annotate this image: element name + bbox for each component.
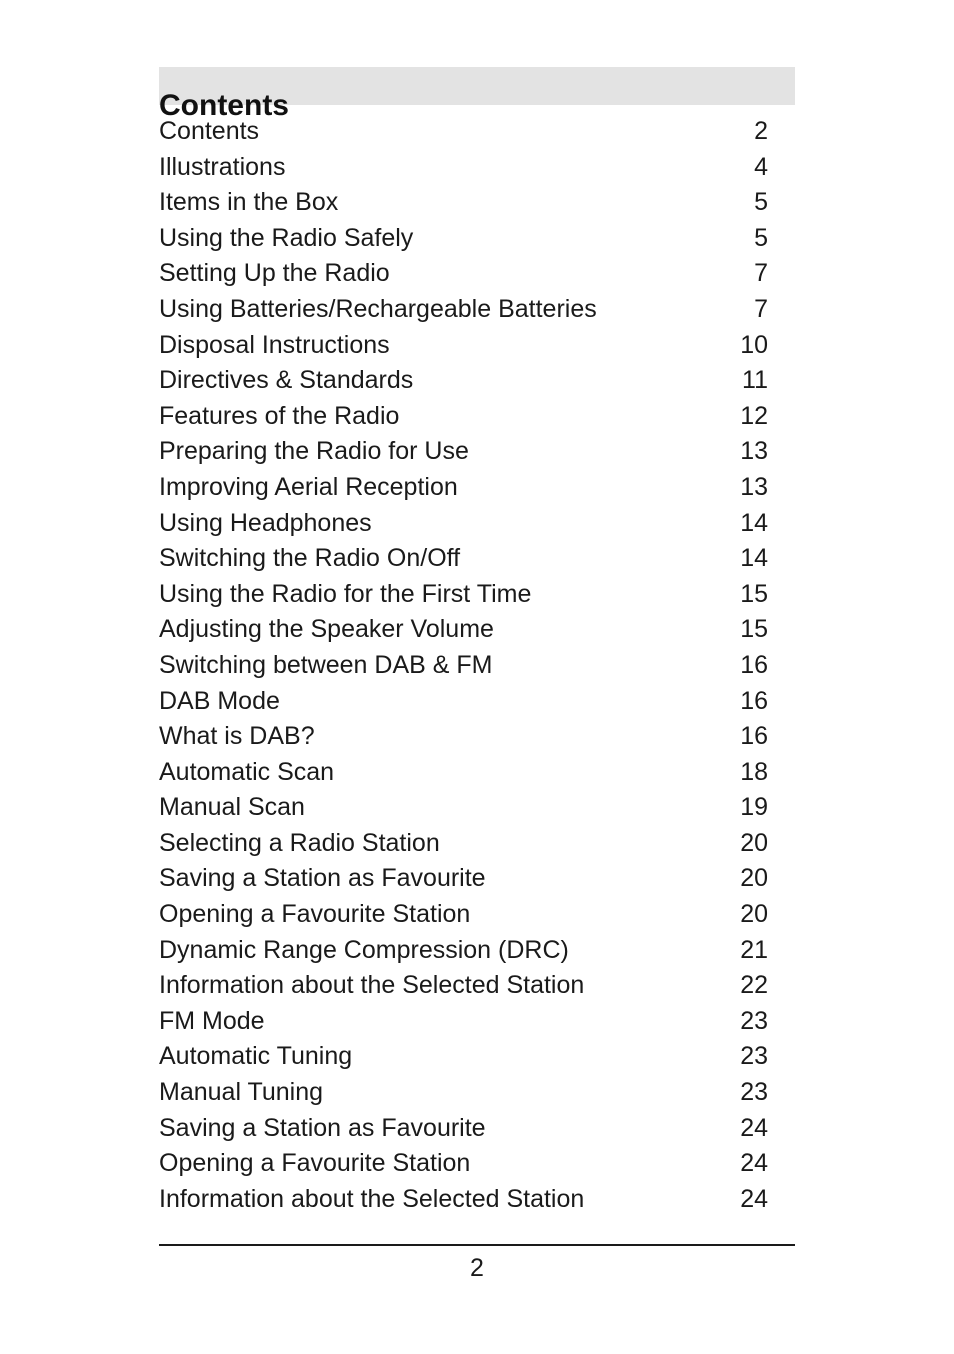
toc-entry-page: 13	[740, 437, 768, 466]
footer-divider	[159, 1244, 795, 1246]
toc-entry-page: 23	[740, 1006, 768, 1035]
toc-entry-page: 13	[740, 472, 768, 501]
toc-entry-page: 20	[740, 864, 768, 893]
toc-entry-title: Illustrations	[159, 152, 286, 181]
toc-entry	[159, 648, 768, 684]
toc-entry-page: 16	[740, 722, 768, 751]
toc-entry	[159, 150, 768, 186]
page-number: 2	[470, 1254, 484, 1282]
toc-entry-title: Using the Radio Safely	[159, 223, 414, 252]
toc-entry	[159, 933, 768, 969]
toc-entry	[159, 1039, 768, 1075]
toc-entry-page: 5	[754, 223, 768, 252]
toc-entry	[159, 1004, 768, 1040]
toc-entry-title: Setting Up the Radio	[159, 259, 390, 288]
table-of-contents	[159, 114, 768, 1217]
toc-entry	[159, 719, 768, 755]
toc-entry	[159, 185, 768, 221]
toc-entry-title: What is DAB?	[159, 722, 315, 751]
toc-entry	[159, 755, 768, 791]
toc-entry-page: 18	[740, 757, 768, 786]
toc-entry-page: 20	[740, 900, 768, 929]
toc-entry-title: Dynamic Range Compression (DRC)	[159, 935, 569, 964]
toc-entry-title: DAB Mode	[159, 686, 280, 715]
toc-entry-title: Adjusting the Speaker Volume	[159, 615, 494, 644]
contents-header-band	[159, 67, 795, 123]
toc-entry-title: Using Headphones	[159, 508, 372, 537]
toc-entry-page: 5	[754, 188, 768, 217]
toc-entry	[159, 1111, 768, 1147]
toc-entry	[159, 470, 768, 506]
toc-entry-page: 21	[740, 935, 768, 964]
toc-entry-title: Automatic Tuning	[159, 1042, 353, 1071]
toc-entry-title: Using the Radio for the First Time	[159, 579, 532, 608]
toc-entry	[159, 434, 768, 470]
toc-entry-title: Directives & Standards	[159, 366, 414, 395]
toc-entry-page: 16	[740, 650, 768, 679]
toc-entry-page: 24	[740, 1184, 768, 1213]
toc-entry-page: 23	[740, 1042, 768, 1071]
toc-entry-title: Manual Scan	[159, 793, 305, 822]
toc-entry-page: 14	[740, 508, 768, 537]
toc-entry-page: 4	[754, 152, 768, 181]
toc-entry-title: Saving a Station as Favourite	[159, 864, 486, 893]
toc-entry-page: 11	[742, 366, 768, 395]
toc-entry	[159, 684, 768, 720]
toc-entry-title: Manual Tuning	[159, 1078, 324, 1107]
toc-entry-page: 15	[740, 615, 768, 644]
toc-entry-title: Items in the Box	[159, 188, 339, 217]
toc-entry-page: 19	[740, 793, 768, 822]
toc-entry-title: Information about the Selected Station	[159, 1184, 585, 1213]
toc-entry-title: Opening a Favourite Station	[159, 1149, 471, 1178]
toc-entry-title: FM Mode	[159, 1006, 265, 1035]
toc-entry	[159, 221, 768, 257]
toc-entry	[159, 1146, 768, 1182]
toc-entry	[159, 363, 768, 399]
toc-entry-title: Selecting a Radio Station	[159, 828, 440, 857]
toc-entry	[159, 114, 768, 150]
toc-entry	[159, 399, 768, 435]
toc-entry-title: Preparing the Radio for Use	[159, 437, 469, 466]
toc-entry-page: 24	[740, 1149, 768, 1178]
toc-entry	[159, 256, 768, 292]
toc-entry-page: 7	[754, 294, 768, 323]
toc-entry-title: Saving a Station as Favourite	[159, 1113, 486, 1142]
toc-entry-page: 20	[740, 828, 768, 857]
toc-entry-page: 24	[740, 1113, 768, 1142]
page-title: Contents	[159, 89, 289, 123]
toc-entry	[159, 328, 768, 364]
toc-entry	[159, 826, 768, 862]
toc-entry	[159, 968, 768, 1004]
toc-entry	[159, 897, 768, 933]
toc-entry-title: Features of the Radio	[159, 401, 400, 430]
toc-entry	[159, 1182, 768, 1218]
toc-entry-title: Opening a Favourite Station	[159, 900, 471, 929]
toc-entry-page: 7	[754, 259, 768, 288]
toc-entry	[159, 577, 768, 613]
toc-entry-page: 23	[740, 1078, 768, 1107]
toc-entry-title: Information about the Selected Station	[159, 971, 585, 1000]
toc-entry-title: Switching between DAB & FM	[159, 650, 493, 679]
toc-entry	[159, 1075, 768, 1111]
toc-entry	[159, 541, 768, 577]
toc-entry	[159, 790, 768, 826]
toc-entry-page: 22	[740, 971, 768, 1000]
toc-entry	[159, 506, 768, 542]
toc-entry-title: Disposal Instructions	[159, 330, 390, 359]
toc-entry-page: 10	[740, 330, 768, 359]
toc-entry	[159, 292, 768, 328]
toc-entry-title: Using Batteries/Rechargeable Batteries	[159, 294, 597, 323]
toc-entry-title: Improving Aerial Reception	[159, 472, 458, 501]
toc-entry-page: 15	[740, 579, 768, 608]
toc-entry	[159, 612, 768, 648]
toc-entry-page: 16	[740, 686, 768, 715]
toc-entry-title: Contents	[159, 117, 260, 145]
toc-entry-page: 12	[740, 401, 768, 430]
toc-entry	[159, 861, 768, 897]
toc-entry-page: 2	[754, 117, 768, 145]
toc-entry-page: 14	[740, 544, 768, 573]
toc-entry-title: Automatic Scan	[159, 757, 335, 786]
toc-entry-title: Switching the Radio On/Off	[159, 544, 461, 573]
